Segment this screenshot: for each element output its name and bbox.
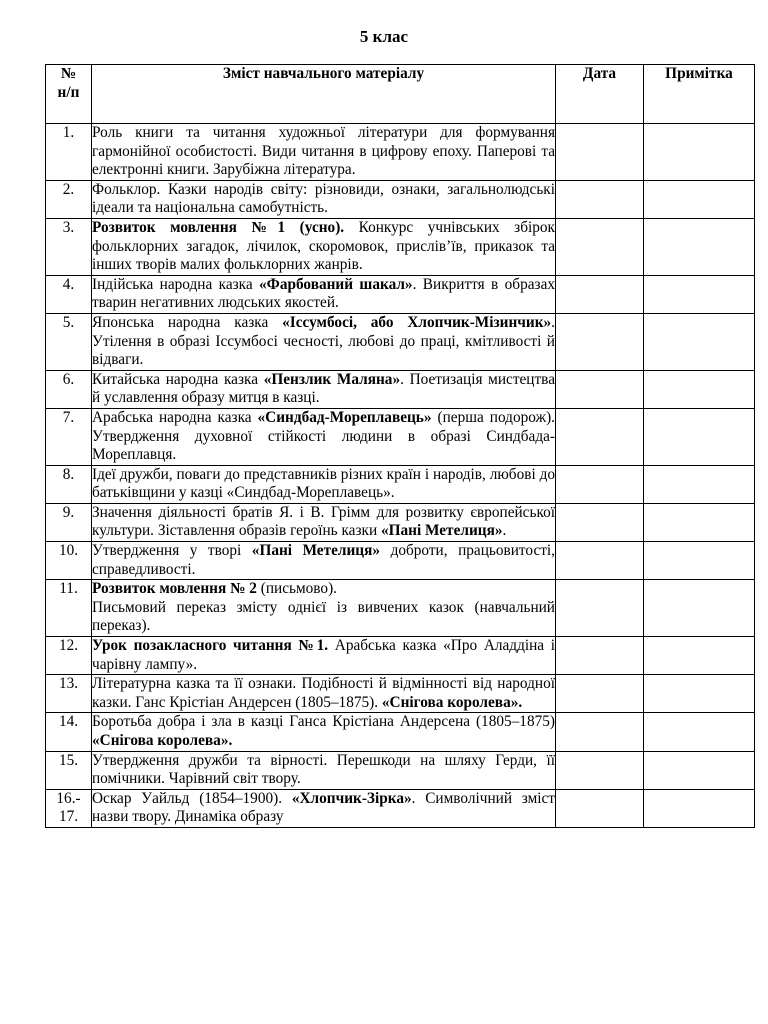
row-content-text: Письмовий переказ змісту однієї із вивчених казок (навчальний переказ). <box>92 598 555 635</box>
row-note-cell <box>644 542 755 580</box>
row-note-cell <box>644 675 755 713</box>
row-date-cell <box>556 180 644 218</box>
table-header-row <box>46 65 755 124</box>
row-content-text: . Поетизація мистецтва й уславлення образу митця в казці. <box>92 370 555 407</box>
row-content <box>92 465 556 503</box>
row-note-cell <box>644 408 755 465</box>
row-content-bold-text: «Іссумбосі, або Хлопчик-Мізинчик» <box>282 313 552 331</box>
table-row <box>46 180 755 218</box>
row-content-text: . <box>502 522 507 540</box>
row-content-bold-text: «Хлопчик-Зірка» <box>291 789 412 807</box>
row-number: 10. <box>46 542 92 580</box>
row-date-cell <box>556 675 644 713</box>
row-note-cell <box>644 124 755 181</box>
row-date-cell <box>556 789 644 827</box>
table-row <box>46 313 755 370</box>
table-row <box>46 465 755 503</box>
row-content-bold-text: Розвиток мовлення №1 (усно). <box>92 218 345 236</box>
row-note-cell <box>644 713 755 751</box>
row-content-bold-text: «Фарбований шакал» <box>259 275 413 293</box>
row-content <box>92 218 556 275</box>
row-date-cell <box>556 637 644 675</box>
row-date-cell <box>556 542 644 580</box>
row-number: 2. <box>46 180 92 218</box>
row-content <box>92 503 556 541</box>
row-content-bold-text: «Пані Метелиця» <box>251 542 381 560</box>
table-row <box>46 124 755 181</box>
row-note-cell <box>644 580 755 637</box>
row-content <box>92 408 556 465</box>
row-date-cell <box>556 408 644 465</box>
row-note-cell <box>644 751 755 789</box>
row-number-line: 17. <box>58 808 79 826</box>
row-content <box>92 675 556 713</box>
row-content-text: Арабська народна казка <box>92 408 258 426</box>
row-number: 4. <box>46 275 92 313</box>
row-date-cell <box>556 218 644 275</box>
row-content <box>92 542 556 580</box>
row-content-bold-text: «Снігова королева». <box>381 693 523 711</box>
column-header-date: Дата <box>556 65 644 124</box>
row-content <box>92 124 556 181</box>
row-note-cell <box>644 275 755 313</box>
row-number-line: 16.- <box>56 789 81 807</box>
row-note-cell <box>644 180 755 218</box>
row-content-text: Значення діяльності братів Я. і В. Грімм для розвитку європейської культури. Зіставлення образів героїнь казки <box>92 503 555 540</box>
row-content <box>92 275 556 313</box>
row-date-cell <box>556 465 644 503</box>
row-date-cell <box>556 503 644 541</box>
table-body <box>46 124 755 828</box>
row-content-text: Літературна казка та її ознаки. Подібності й відмінності від народної казки. Ганс Крістіан Андерсен (1805–1875). <box>92 675 555 711</box>
row-content-bold-text: «Пані Метелиця» <box>380 522 503 540</box>
row-date-cell <box>556 124 644 181</box>
table-row <box>46 275 755 313</box>
row-content-text: Ідеї дружби, поваги до представників різних країн і народів, любові до батьківщини у казці «Синдбад-Мореплавець». <box>92 465 555 502</box>
row-content-text: доброти, працьовитості, справедливості. <box>92 542 555 578</box>
row-number: 12. <box>46 637 92 675</box>
table-row <box>46 408 755 465</box>
table-row <box>46 713 755 751</box>
column-header-content: Зміст навчального матеріалу <box>92 65 556 124</box>
row-content-text: Роль книги та читання художньої літератури для формування гармонійної особистості. Види читання в цифрову епоху. Паперові та електронні книги. Зарубіжна література. <box>92 124 555 179</box>
row-content <box>92 637 556 675</box>
table-row <box>46 542 755 580</box>
row-date-cell <box>556 751 644 789</box>
row-content-text: Індійська народна казка <box>92 275 260 293</box>
row-number: 9. <box>46 503 92 541</box>
table-row <box>46 503 755 541</box>
row-content-text: . Викриття в образах тварин негативних людських якостей. <box>92 275 556 312</box>
row-date-cell <box>556 370 644 408</box>
column-header-number-line1: № <box>60 65 77 82</box>
column-header-number-line2: н/п <box>57 83 80 101</box>
table-row <box>46 751 755 789</box>
row-content-text: Арабська казка «Про Аладдіна і чарівну лампу». <box>92 637 556 673</box>
row-content <box>92 789 556 827</box>
row-content-bold-text: Урок позакласного читання №1. <box>92 637 329 655</box>
table-row <box>46 580 755 637</box>
table-row <box>46 370 755 408</box>
row-number <box>46 789 92 827</box>
row-content-bold-text: «Пензлик Маляна» <box>263 370 401 388</box>
row-number: 14. <box>46 713 92 751</box>
row-content-text: . Символічний зміст назви твору. Динаміка образу <box>92 789 555 826</box>
row-number: 8. <box>46 465 92 503</box>
lesson-plan-table <box>45 64 755 828</box>
row-content-text: Китайська народна казка <box>92 370 264 388</box>
row-content-text: Боротьба добра і зла в казці Ганса Крістіана Андерсена (1805–1875) <box>92 713 555 731</box>
table-row <box>46 218 755 275</box>
row-date-cell <box>556 580 644 637</box>
row-content-text: (перша подорож). Утвердження духовної стійкості людини в образі Синдбада-Мореплавця. <box>92 408 556 464</box>
row-content-text: Утвердження у творі <box>92 542 252 560</box>
row-number: 3. <box>46 218 92 275</box>
row-date-cell <box>556 313 644 370</box>
row-content <box>92 180 556 218</box>
column-header-note: Примітка <box>644 65 755 124</box>
row-content <box>92 313 556 370</box>
table-row <box>46 637 755 675</box>
row-number: 5. <box>46 313 92 370</box>
row-content-text: Фольклор. Казки народів світу: різновиди, ознаки, загальнолюдські ідеали та національна самобутність. <box>92 180 555 217</box>
row-number: 6. <box>46 370 92 408</box>
row-note-cell <box>644 465 755 503</box>
row-note-cell <box>644 503 755 541</box>
row-content-text: Оскар Уайльд (1854–1900). <box>92 789 292 807</box>
row-note-cell <box>644 370 755 408</box>
row-number: 13. <box>46 675 92 713</box>
table-row <box>46 789 755 827</box>
row-content-text: Конкурс учнівських збірок фольклорних загадок, лічилок, скоромовок, прислів’їв, приказок та інших творів малих фольклорних жанрів. <box>92 218 555 274</box>
row-number: 11. <box>46 580 92 637</box>
column-header-number <box>46 65 92 124</box>
row-content <box>92 580 556 637</box>
row-note-cell <box>644 313 755 370</box>
row-content <box>92 751 556 789</box>
page-title: 5 клас <box>359 27 409 46</box>
row-content-bold-text: «Синдбад-Мореплавець» <box>257 408 432 426</box>
row-date-cell <box>556 275 644 313</box>
row-content <box>92 370 556 408</box>
row-number: 15. <box>46 751 92 789</box>
row-number: 1. <box>46 124 92 181</box>
row-content-text: (письмово). <box>256 580 337 598</box>
row-content-text: . Утілення в образі Іссумбосі чесності, любові до праці, кмітливості й відваги. <box>92 313 555 369</box>
row-date-cell <box>556 713 644 751</box>
row-note-cell <box>644 218 755 275</box>
row-content-text: Утвердження дружби та вірності. Перешкоди на шляху Герди, її помічники. Чарівний світ твору. <box>92 751 555 788</box>
row-number: 7. <box>46 408 92 465</box>
table-row <box>46 675 755 713</box>
row-content-bold-text: Розвиток мовлення № 2 <box>92 580 257 598</box>
row-content-text: Японська народна казка <box>92 313 283 331</box>
row-note-cell <box>644 789 755 827</box>
row-note-cell <box>644 637 755 675</box>
row-content <box>92 713 556 751</box>
row-content-bold-text: «Снігова королева». <box>92 732 233 749</box>
